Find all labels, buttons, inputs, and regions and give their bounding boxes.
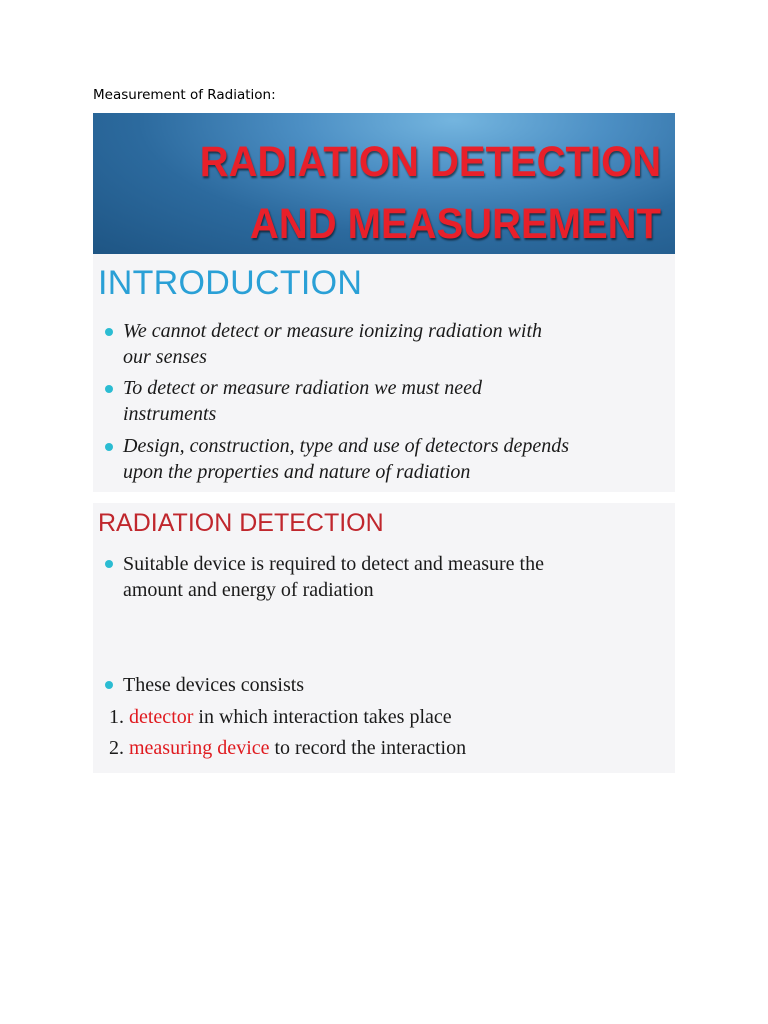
detector-term: detector bbox=[129, 706, 194, 728]
list-item-text: in which interaction takes place bbox=[198, 706, 452, 728]
intro-bullet-1-line-1: We cannot detect or measure ionizing radiation with bbox=[123, 320, 543, 342]
bullet-icon bbox=[105, 328, 113, 336]
intro-bullet-1-line-2: our senses bbox=[123, 346, 207, 368]
list-number: 2. bbox=[109, 737, 124, 759]
list-item-1 bbox=[109, 704, 452, 730]
document-heading: Measurement of Radiation: bbox=[93, 87, 276, 103]
bullet-icon bbox=[105, 681, 113, 689]
measuring-device-term: measuring device bbox=[129, 737, 270, 759]
list-number: 1. bbox=[109, 706, 124, 728]
list-item-text: to record the interaction bbox=[274, 737, 467, 759]
detection-bullet-2: These devices consists bbox=[123, 674, 305, 696]
introduction-title: INTRODUCTION bbox=[98, 264, 363, 302]
banner-title-line-2: AND MEASUREMENT bbox=[249, 200, 661, 248]
detection-bullet-1-line-2: amount and energy of radiation bbox=[123, 579, 374, 601]
banner-title-line-1: RADIATION DETECTION bbox=[199, 138, 661, 186]
list-item-2 bbox=[109, 735, 466, 761]
intro-bullet-3-line-2: upon the properties and nature of radiation bbox=[123, 461, 471, 483]
detection-bullet-1-line-1: Suitable device is required to detect and measure the bbox=[123, 553, 544, 575]
introduction-slide-image bbox=[93, 254, 675, 492]
radiation-detection-title: RADIATION DETECTION bbox=[98, 509, 384, 537]
intro-bullet-3-line-1: Design, construction, type and use of detectors depends bbox=[123, 435, 570, 457]
radiation-detection-slide-image bbox=[93, 503, 675, 773]
bullet-icon bbox=[105, 560, 113, 568]
intro-bullet-2-line-2: instruments bbox=[123, 403, 217, 425]
bullet-icon bbox=[105, 443, 113, 451]
intro-bullet-2-line-1: To detect or measure radiation we must need bbox=[123, 377, 483, 399]
bullet-icon bbox=[105, 385, 113, 393]
